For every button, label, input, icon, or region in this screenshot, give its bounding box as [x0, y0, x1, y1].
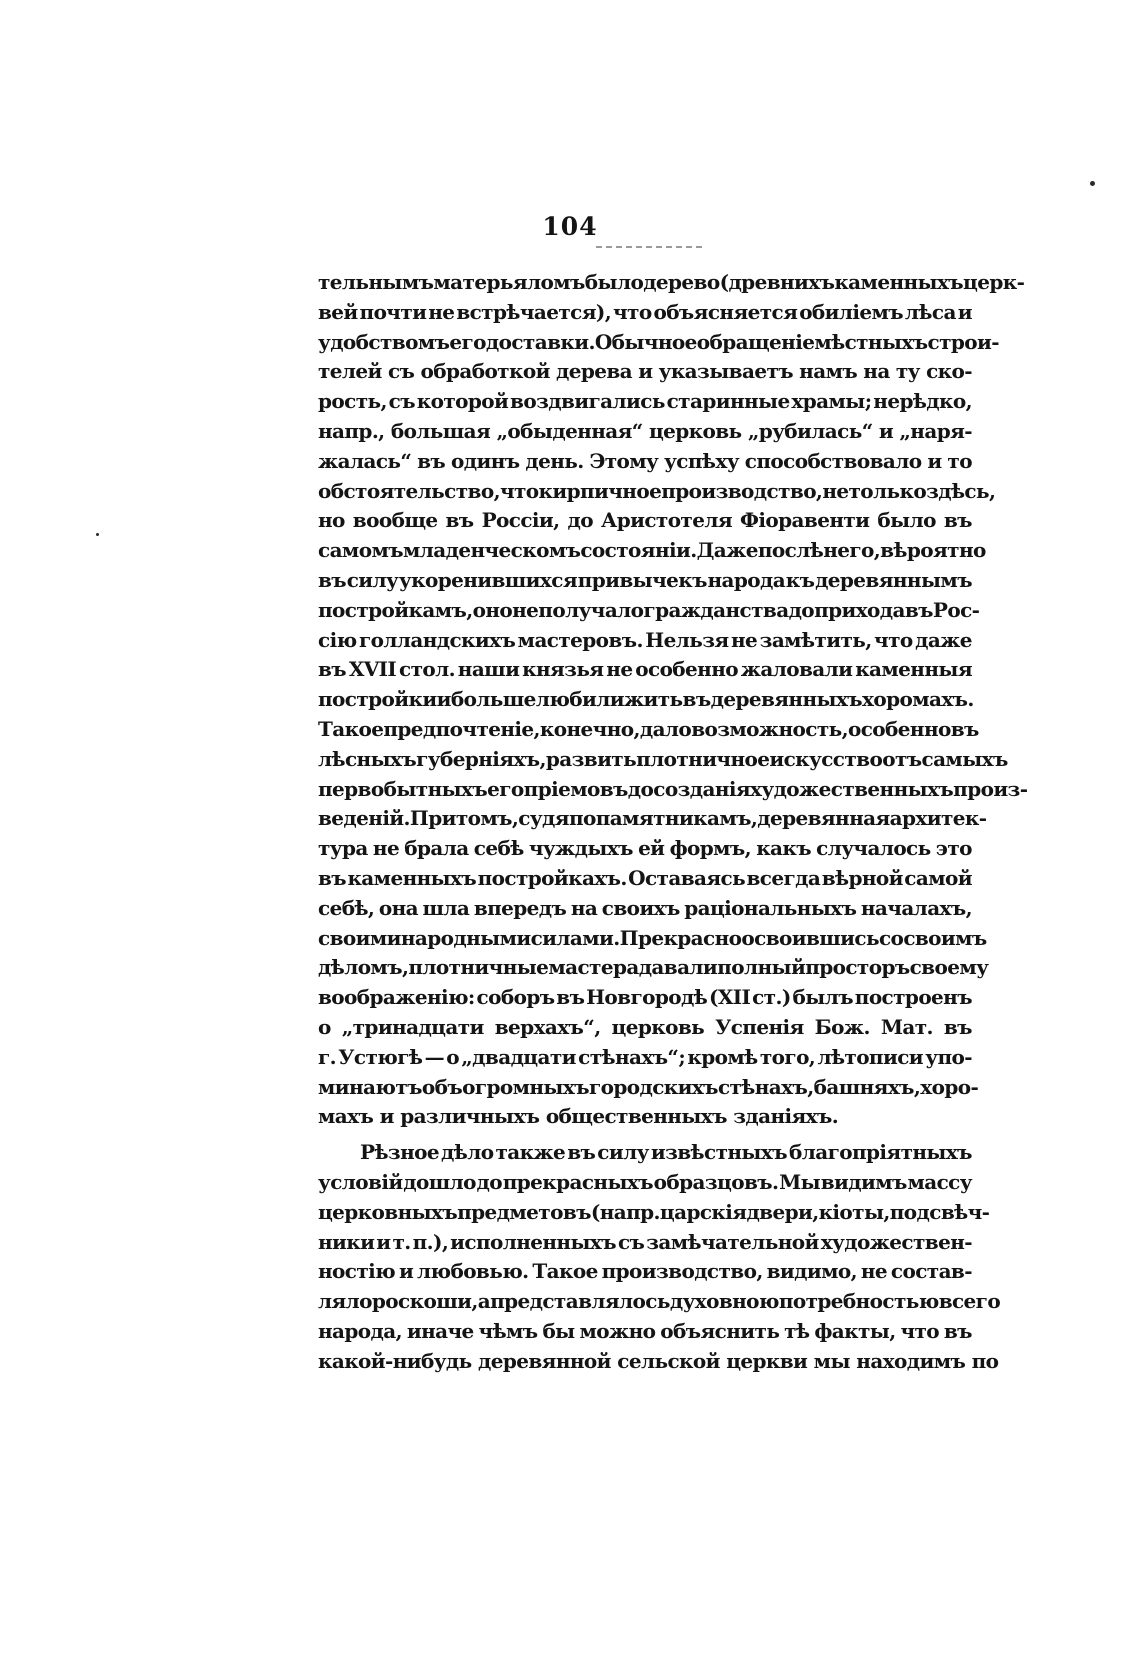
text-line: постройкамъ, оно не получало гражданства до прихода въ Рос- — [318, 597, 980, 622]
scan-speck — [1090, 181, 1095, 186]
page-number-rule — [596, 246, 702, 248]
text-line: но вообще въ Россіи, до Аристотеля Фіоравенти было въ — [318, 508, 972, 533]
paragraph — [318, 1138, 1001, 1376]
text-line: ностію и любовью. Такое производство, видимо, не состав- — [318, 1259, 972, 1284]
text-line: г. Устюгѣ — о „двадцати стѣнахъ“; кромѣ того, лѣтописи упо- — [318, 1044, 972, 1069]
text-line: дѣломъ, плотничные мастера давали полный просторъ своему — [318, 955, 989, 980]
text-line: обстоятельство, что кирпичное производство, не только здѣсь, — [318, 478, 996, 503]
page-number: 104 — [542, 212, 598, 241]
text-line: въ силу укоренившихся привычекъ народа къ деревяннымъ — [318, 567, 972, 592]
text-line: махъ и различныхъ общественныхъ зданіяхъ. — [318, 1104, 839, 1129]
body-text — [318, 268, 1028, 1376]
text-line: минаютъ объ огромныхъ городскихъ стѣнахъ, башняхъ, хоро- — [318, 1074, 979, 1099]
text-line: рость, съ которой воздвигались старинные храмы; нерѣдко, — [318, 389, 972, 414]
text-line: жалась“ въ одинъ день. Этому успѣху способствовало и то — [318, 448, 972, 473]
text-line: вей почти не встрѣчается), что объясняется обиліемъ лѣса и — [318, 299, 972, 324]
text-line: Рѣзное дѣло также въ силу извѣстныхъ благопріятныхъ — [360, 1140, 972, 1165]
paragraph — [318, 268, 1028, 1132]
text-line: ляло роскоши, а представлялось духовною потребностью всего — [318, 1289, 1001, 1314]
text-line: веденій. Притомъ, судя по памятникамъ, деревянная архитек- — [318, 806, 987, 831]
text-line: условій дошло до прекрасныхъ образцовъ. Мы видимъ массу — [318, 1169, 972, 1194]
text-line: тельнымъ матерьяломъ было дерево (древнихъ каменныхъ церк- — [318, 270, 1025, 294]
text-line: ники и т. п.), исполненныхъ съ замѣчательной художествен- — [318, 1229, 972, 1254]
text-line: лѣсныхъ губерніяхъ, развить плотничное искусство отъ самыхъ — [318, 746, 1008, 771]
text-line: напр., большая „обыденная“ церковь „рубилась“ и „наря- — [318, 418, 972, 443]
scan-speck — [96, 533, 99, 536]
text-line: о „тринадцати верхахъ“, церковь Успенія Бож. Мат. въ — [318, 1014, 972, 1039]
text-line: тура не брала себѣ чуждыхъ ей формъ, какъ случалось это — [318, 836, 972, 861]
text-line: въ каменныхъ постройкахъ. Оставаясь всегда вѣрной самой — [318, 865, 972, 890]
text-line: Такое предпочтеніе, конечно, дало возможность, особенно въ — [318, 716, 979, 741]
text-line: народа, иначе чѣмъ бы можно объяснить тѣ факты, что въ — [318, 1318, 972, 1343]
text-line: самомъ младенческомъ состояніи. Даже послѣ него, вѣроятно — [318, 538, 986, 563]
text-line: въ XVII стол. наши князья не особенно жаловали каменныя — [318, 657, 972, 682]
text-line: воображенію: соборъ въ Новгородѣ (XII ст.) былъ построенъ — [318, 985, 972, 1010]
text-line: какой-нибудь деревянной сельской церкви мы находимъ по — [318, 1348, 999, 1373]
text-line: постройки и больше любили жить въ деревянныхъ хоромахъ. — [318, 687, 974, 712]
text-line: телей съ обработкой дерева и указываетъ намъ на ту ско- — [318, 359, 972, 384]
text-line: сію голландскихъ мастеровъ. Нельзя не замѣтить, что даже — [318, 627, 972, 652]
text-line: первобытныхъ его пріемовъ до созданія художественныхъ произ- — [318, 776, 1028, 801]
text-line: церковныхъ предметовъ (напр. царскія двери, кіоты, подсвѣч- — [318, 1199, 990, 1224]
text-line: себѣ, она шла впередъ на своихъ раціональныхъ началахъ, — [318, 895, 972, 920]
text-line: своими народными силами. Прекрасно освоившись со своимъ — [318, 925, 987, 950]
text-line: удобствомъ его доставки. Обычное обращеніе мѣстныхъ строи- — [318, 329, 999, 354]
